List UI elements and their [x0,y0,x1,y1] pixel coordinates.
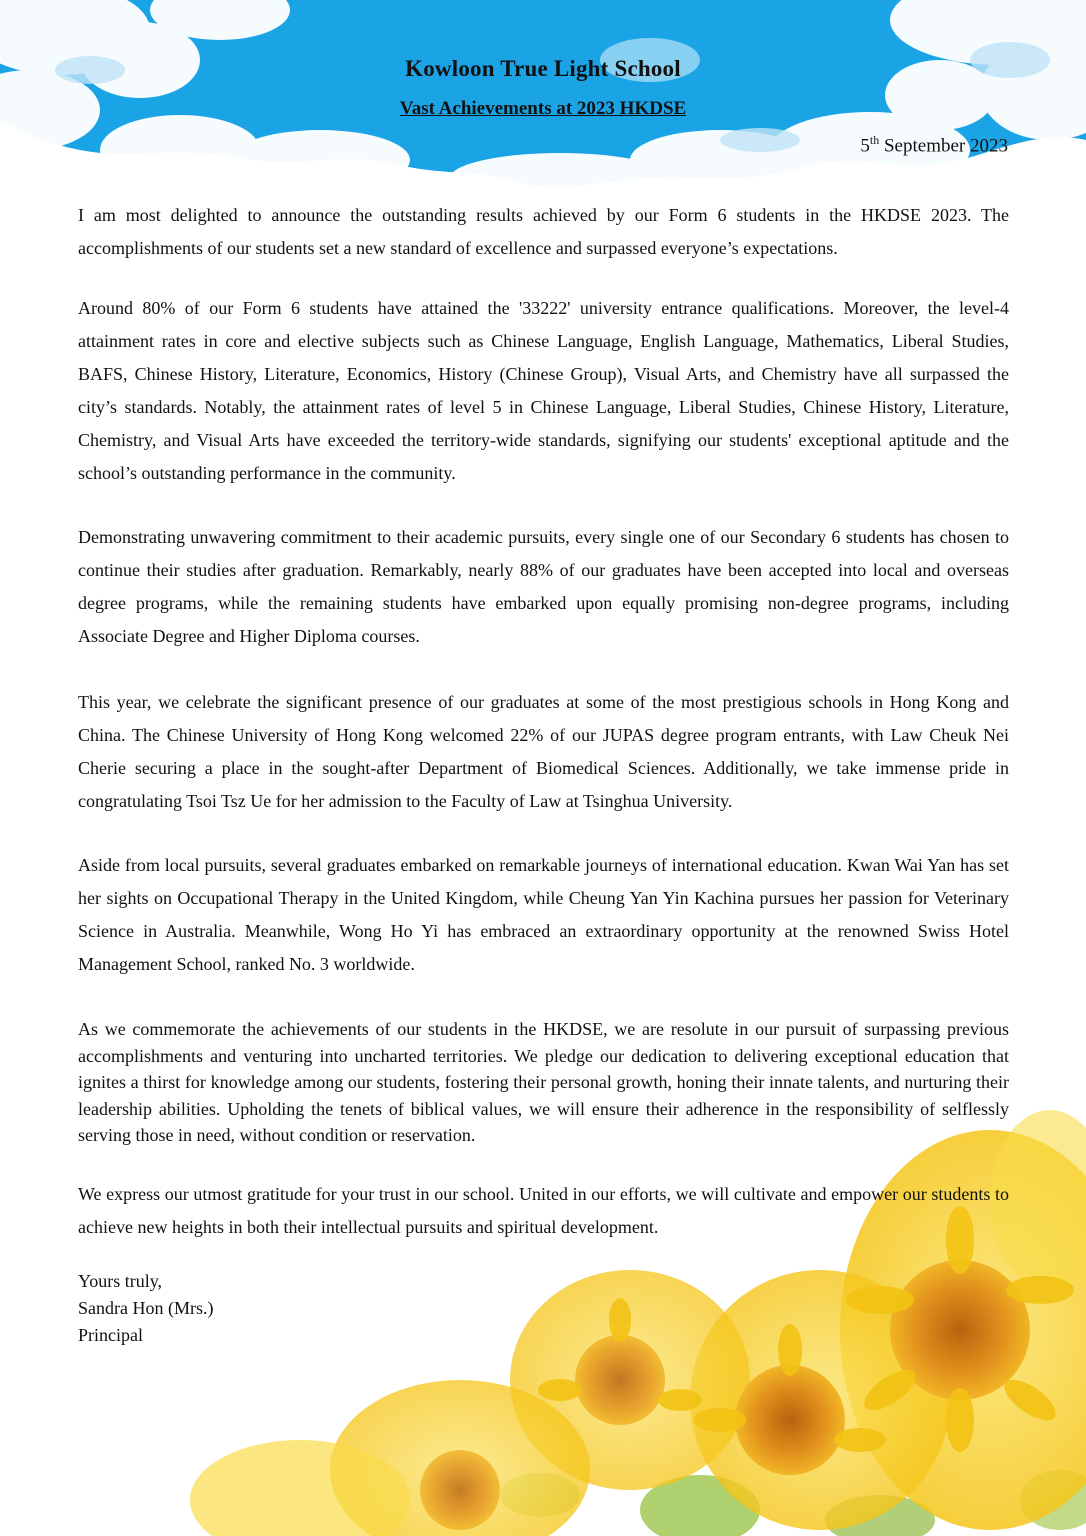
paragraph-commitment: As we commemorate the achievements of our students in the HKDSE, we are resolute in our pursuit of surpassing previous accomplishments and venturing into uncharted territories. We pledge our dedication to delivering exceptional education that ignites a thirst for knowledge among our students, fostering their personal growth, honing their innate talents, and nurturing their leadership abilities. Upholding the tenets of biblical values, we will ensure their adherence in the responsibility of selflessly serving those in need, without condition or reservation. [78,1019,1009,1145]
paragraph-further-studies: Demonstrating unwavering commitment to their academic pursuits, every single one of our Secondary 6 students has chosen to continue their studies after graduation. Remarkably, nearly 88% of our graduates have been accepted into local and overseas degree programs, while the remaining students have embarked upon equally promising non-degree programs, including Associate Degree and Higher Diploma courses. [78,527,1009,646]
letter-date [860,133,1008,157]
closing-salutation: Yours truly, [78,1271,163,1291]
paragraph-universities: This year, we celebrate the significant presence of our graduates at some of the most prestigious schools in Hong Kong and China. The Chinese University of Hong Kong welcomed 22% of our JUPAS degree program entrants, with Law Cheuk Nei Cherie securing a place in the sought-after Department of Biomedical Sciences. Additionally, we take immense pride in congratulating Tsoi Tsz Ue for her admission to the Faculty of Law at Tsinghua University. [78,692,1009,811]
paragraph-intro: I am most delighted to announce the outstanding results achieved by our Form 6 students in the HKDSE 2023. The accomplishments of our students set a new standard of excellence and surpassed everyone’s expectations. [78,205,1009,258]
signatory-title: Principal [78,1325,143,1345]
date-day: 5 [860,135,870,157]
paragraph-results: Around 80% of our Form 6 students have attained the '33222' university entrance qualifications. Moreover, the level-4 attainment rates in core and elective subjects such as Chinese Language, English Language, Mathematics, Liberal Studies, BAFS, Chinese History, Literature, Economics, History (Chinese Group), Visual Arts, and Chemistry have all surpassed the city’s standards. Notably, the attainment rates of level 5 in Chinese Language, Liberal Studies, Chinese History, Literature, Chemistry, and Visual Arts have exceeded the territory-wide standards, signifying our students' exceptional aptitude and the school’s outstanding performance in the community. [78,298,1009,483]
date-month-year: September 2023 [879,135,1008,157]
paragraph-gratitude: We express our utmost gratitude for your trust in our school. United in our efforts, we will cultivate and empower our students to achieve new heights in both their intellectual pursuits and spiritual development. [78,1184,1009,1237]
date-suffix: th [869,133,880,147]
school-name: Kowloon True Light School [405,56,681,81]
signatory-name: Sandra Hon (Mrs.) [78,1298,214,1318]
paragraph-international: Aside from local pursuits, several graduates embarked on remarkable journeys of international education. Kwan Wai Yan has set her sights on Occupational Therapy in the United Kingdom, while Cheung Yan Yin Kachina pursues her passion for Veterinary Science in Australia. Meanwhile, Wong Ho Yi has embraced an extraordinary opportunity at the renowned Swiss Hotel Management School, ranked No. 3 worldwide. [78,855,1009,974]
letter-subtitle: Vast Achievements at 2023 HKDSE [399,98,687,119]
